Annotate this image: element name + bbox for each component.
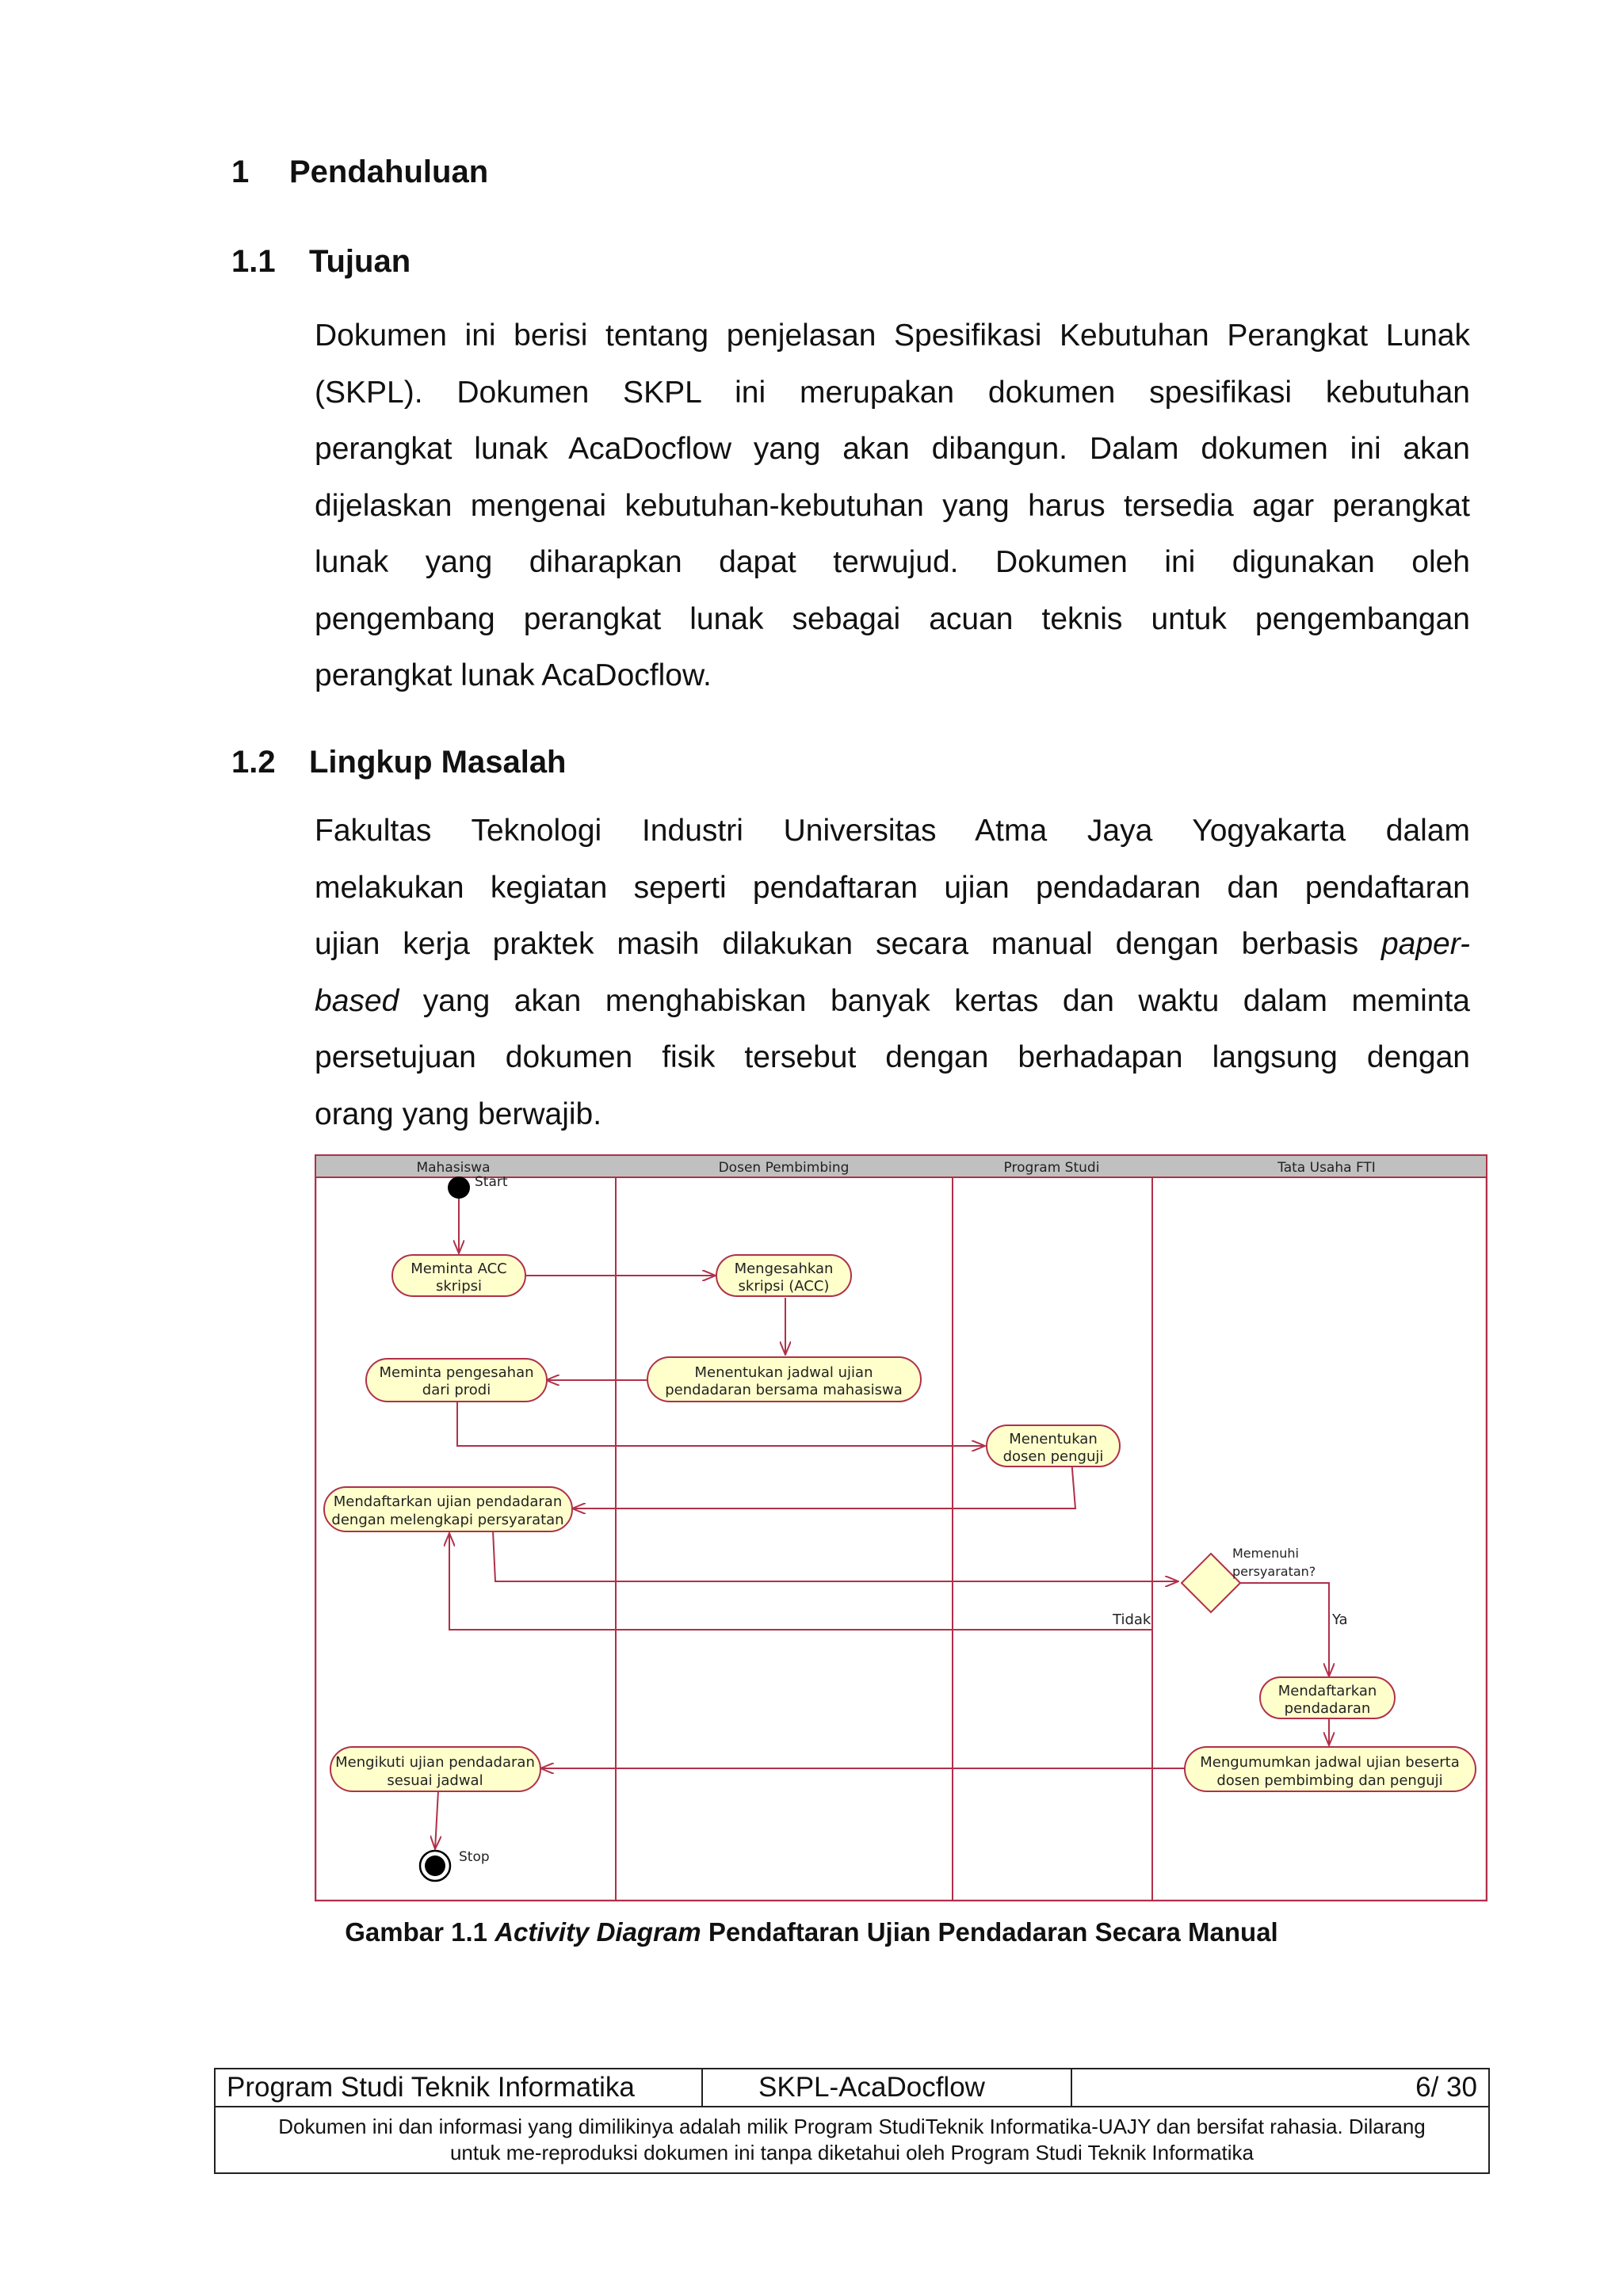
paragraph-line — [315, 916, 1470, 973]
line-text: yang akan menghabiskan banyak kertas dan waktu dalam meminta — [422, 983, 1470, 1018]
activity-label: Mendaftarkan ujian pendadaran — [333, 1493, 563, 1510]
paragraph-line: (SKPL). Dokumen SKPL ini merupakan dokumen spesifikasi kebutuhan — [315, 375, 1470, 410]
activity-label: dosen penguji — [1002, 1448, 1104, 1465]
paragraph-line: Dokumen ini berisi tentang penjelasan Spesifikasi Kebutuhan Perangkat Lunak — [315, 318, 1470, 353]
footer-note-line: untuk me-reproduksi dokumen ini tanpa diketahui oleh Program Studi Teknik Informatika — [449, 2141, 1254, 2164]
subsection-title: Lingkup Masalah — [309, 745, 567, 780]
caption-italic: Activity Diagram — [495, 1917, 701, 1947]
paragraph-line: pengembang perangkat lunak sebagai acuan teknis untuk pengembangan — [315, 601, 1470, 636]
lane-label-tata-usaha: Tata Usaha FTI — [1277, 1160, 1376, 1176]
activity-label: skripsi (ACC) — [738, 1278, 830, 1295]
subsection-title: Tujuan — [309, 244, 411, 279]
section-title: Pendahuluan — [289, 154, 489, 189]
lane-label-program-studi: Program Studi — [1003, 1160, 1100, 1176]
activity-label: skripsi — [435, 1278, 483, 1295]
activity-label: pendadaran — [1284, 1700, 1371, 1717]
footer-page-number: 6/ 30 — [1071, 2069, 1489, 2107]
section-number: 1 — [231, 154, 250, 189]
paragraph-line: melakukan kegiatan seperti pendaftaran ujian pendadaran dan pendaftaran — [315, 870, 1470, 905]
caption-prefix: Gambar 1.1 — [345, 1917, 488, 1947]
section-heading — [231, 154, 488, 190]
footer-confidentiality-note — [215, 2107, 1489, 2173]
lane-label-dosen-pembimbing: Dosen Pembimbing — [718, 1160, 850, 1176]
activity-label: Mengikuti ujian pendadaran — [335, 1754, 535, 1771]
italic-term: paper- — [1381, 927, 1470, 961]
activity-label: Menentukan — [1009, 1431, 1098, 1447]
caption-rest: Pendaftaran Ujian Pendadaran Secara Manual — [708, 1917, 1278, 1947]
paragraph-line: orang yang berwajib. — [315, 1097, 602, 1131]
activity-label: Mengesahkan — [734, 1261, 834, 1277]
paragraph-line: persetujuan dokumen fisik tersebut dengan berhadapan langsung dengan — [315, 1040, 1470, 1074]
subsection-heading-tujuan — [231, 244, 411, 280]
decision-label: persyaratan? — [1232, 1564, 1316, 1579]
stop-node-inner — [425, 1855, 445, 1876]
stop-label: Stop — [459, 1849, 490, 1865]
subsection-number: 1.2 — [231, 745, 276, 780]
guard-yes-label: Ya — [1332, 1611, 1348, 1628]
activity-label: dosen pembimbing dan penguji — [1216, 1772, 1443, 1789]
start-node — [448, 1177, 470, 1199]
footer-table — [214, 2068, 1490, 2174]
lane-label-mahasiswa: Mahasiswa — [416, 1160, 491, 1176]
activity-label: Menentukan jadwal ujian — [694, 1364, 873, 1381]
activity-label: dari prodi — [422, 1382, 491, 1398]
paragraph-line — [315, 973, 1470, 1030]
activity-label: Meminta ACC — [411, 1261, 507, 1277]
paragraph-line: lunak yang diharapkan dapat terwujud. Dokumen ini digunakan oleh — [315, 545, 1470, 579]
activity-diagram — [315, 1154, 1487, 1901]
activity-label: dengan melengkapi persyaratan — [331, 1512, 564, 1528]
start-label: Start — [475, 1174, 508, 1190]
guard-no-label: Tidak — [1113, 1611, 1151, 1628]
paragraph-line: dijelaskan mengenai kebutuhan-kebutuhan yang harus tersedia agar perangkat — [315, 488, 1470, 523]
paragraph-line: perangkat lunak AcaDocflow. — [315, 658, 712, 692]
paragraph-line: perangkat lunak AcaDocflow yang akan dibangun. Dalam dokumen ini akan — [315, 432, 1470, 466]
footer-note-line: Dokumen ini dan informasi yang dimilikinya adalah milik Program StudiTeknik Informatika-UAJY dan bersifat rahasia. Dilarang — [278, 2115, 1426, 2138]
italic-term: based — [315, 983, 399, 1018]
paragraph-line: Fakultas Teknologi Industri Universitas Atma Jaya Yogyakarta dalam — [315, 814, 1470, 848]
decision-label: Memenuhi — [1232, 1546, 1299, 1561]
subsection-number: 1.1 — [231, 244, 276, 279]
activity-label: Meminta pengesahan — [379, 1364, 534, 1381]
activity-label: Mendaftarkan — [1277, 1683, 1377, 1699]
lingkup-paragraph — [315, 803, 1470, 1142]
activity-label: Mengumumkan jadwal ujian beserta — [1200, 1754, 1460, 1771]
subsection-heading-lingkup — [231, 745, 567, 780]
figure-caption — [0, 1917, 1623, 1947]
tujuan-paragraph — [315, 307, 1470, 704]
activity-label: pendadaran bersama mahasiswa — [665, 1382, 903, 1398]
footer-program: Program Studi Teknik Informatika — [215, 2069, 702, 2107]
footer-doc-id: SKPL-AcaDocflow — [702, 2069, 1071, 2107]
activity-label: sesuai jadwal — [387, 1772, 483, 1789]
line-text: ujian kerja praktek masih dilakukan secara manual dengan berbasis — [315, 927, 1359, 961]
